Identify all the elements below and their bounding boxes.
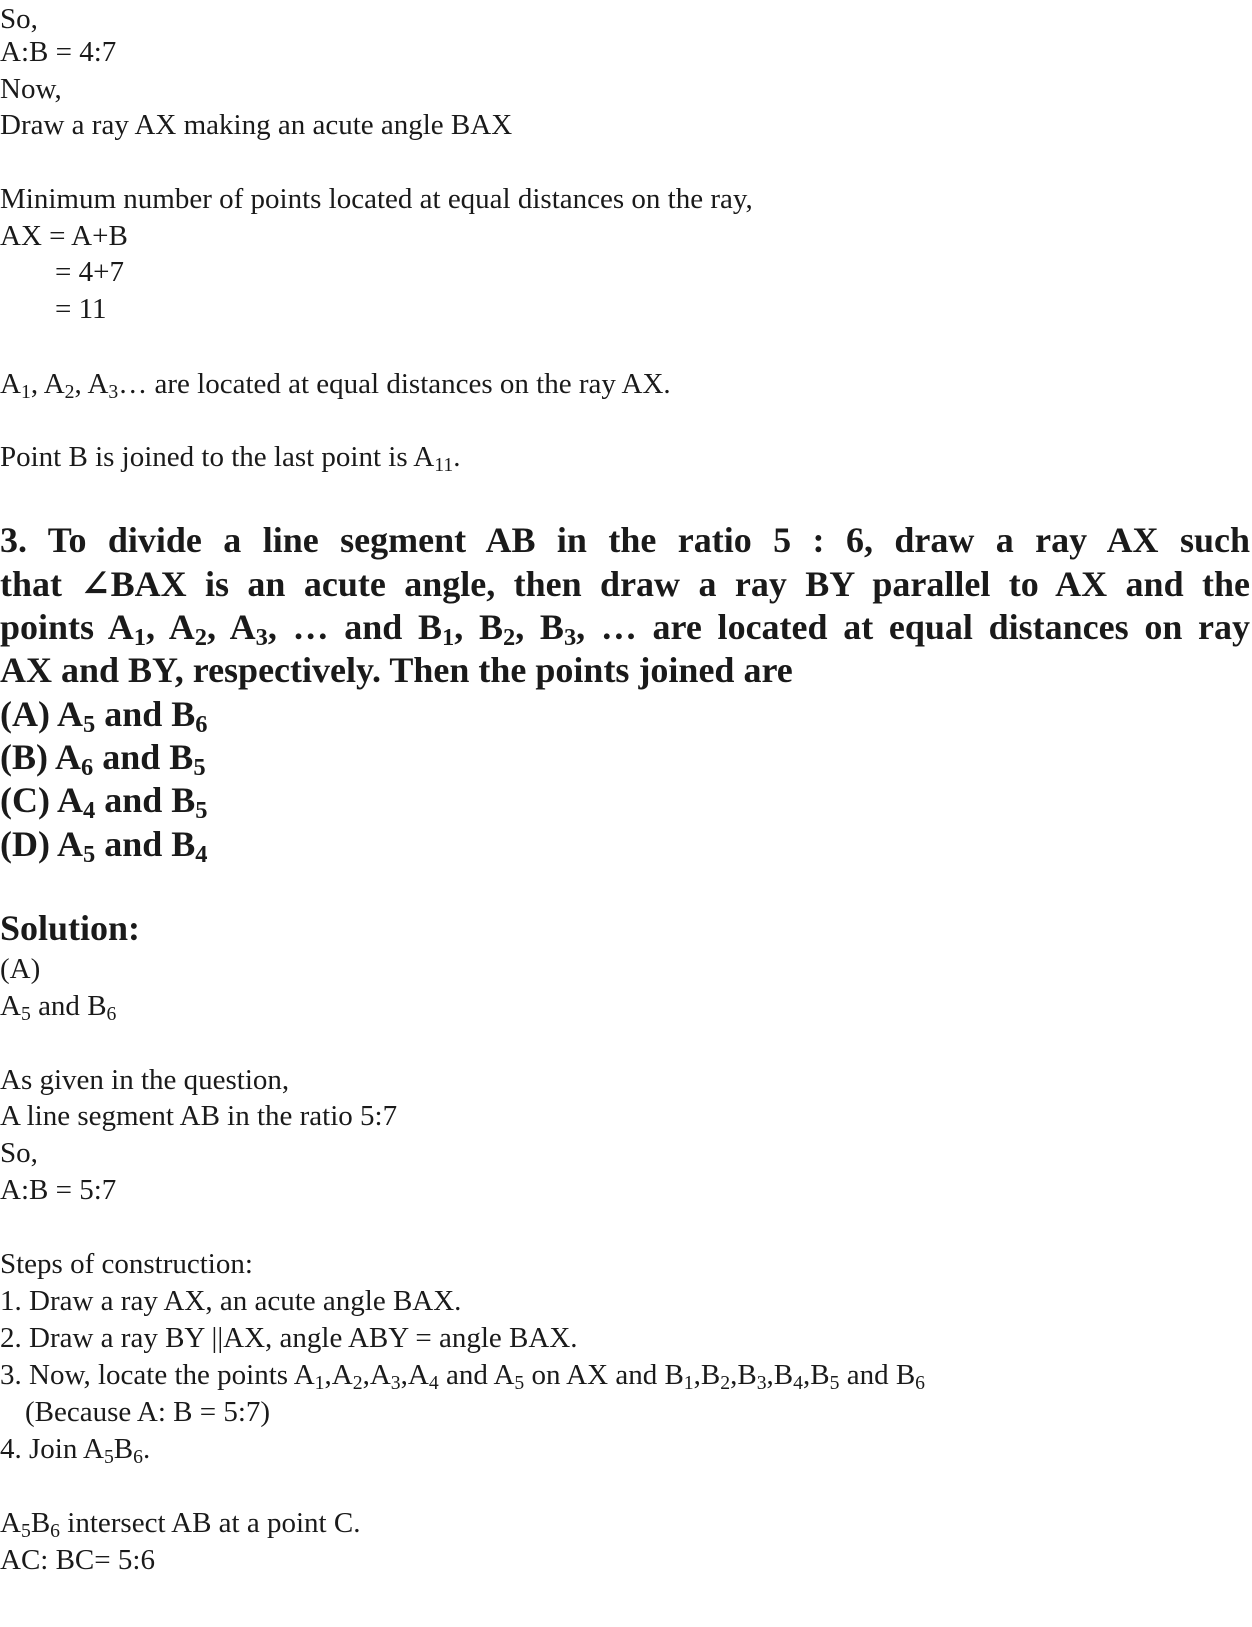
option-b: (B) $A_6$ and $B_5$ (0, 737, 206, 782)
question-line-2: that ∠BAX is an acute angle, then draw a ray BY parallel to AX and the (0, 564, 1250, 604)
option-a: (A) $A_5$ and $B_6$ (0, 694, 208, 739)
text-min-points: Minimum number of points located at equal distances on the ray, (0, 183, 753, 215)
question-line-3: points $A_1$, $A_2$, $A_3$, … and $B_1$, $B_2$, $B_3$, … are located at equal distances on ray (0, 607, 1251, 652)
steps-heading: Steps of construction: (0, 1248, 253, 1280)
step-2: 2. Draw a ray BY ||AX, angle ABY = angle BAX. (0, 1322, 578, 1354)
text-ratio-5-7: A:B = 5:7 (0, 1174, 117, 1206)
text-points-located: $A_1$, $A_2$, $A_3\dots$ are located at equal distances on the ray AX. (0, 368, 671, 403)
text-so: So, (0, 3, 38, 35)
text-given: As given in the question, (0, 1064, 290, 1096)
solution-answer-label: (A) (0, 953, 41, 985)
step-4: 4. Join $A_5B_6$. (0, 1433, 151, 1468)
question-line-1: 3. To divide a line segment AB in the ratio 5 : 6, draw a ray AX such (0, 520, 1250, 560)
solution-answer: $A_5$ and $B_6$ (0, 990, 117, 1025)
solution-heading: Solution: (0, 908, 141, 948)
equation-ax: AX = A+B (0, 220, 128, 252)
text-ratio-4-7: A:B = 4:7 (0, 36, 117, 68)
text-point-b-joined: Point B is joined to the last point is $A_{11}$. (0, 441, 461, 476)
text-draw-ray: Draw a ray AX making an acute angle BAX (0, 109, 513, 141)
step-3: 3. Now, locate the points $A_1,A_2,A_3,A_4$ and $A_5$ on AX and $B_1,B_2,B_3,B_4,B_5$ and $B_6$ (0, 1359, 926, 1394)
text-intersect: $A_5B_6$ intersect AB at a point C. (0, 1507, 361, 1542)
text-so-2: So, (0, 1137, 38, 1169)
equation-sum: = 4+7 (55, 256, 124, 288)
text-segment: A line segment AB in the ratio 5:7 (0, 1100, 398, 1132)
equation-result: = 11 (55, 293, 107, 325)
option-d: (D) $A_5$ and $B_4$ (0, 824, 208, 869)
option-c: (C) $A_4$ and $B_5$ (0, 780, 208, 825)
text-conclusion: AC: BC= 5:6 (0, 1544, 155, 1576)
step-3-because: (Because A: B = 5:7) (25, 1396, 271, 1428)
step-1: 1. Draw a ray AX, an acute angle BAX. (0, 1285, 462, 1317)
question-line-4: AX and BY, respectively. Then the points joined are (0, 650, 793, 690)
text-now: Now, (0, 73, 62, 105)
